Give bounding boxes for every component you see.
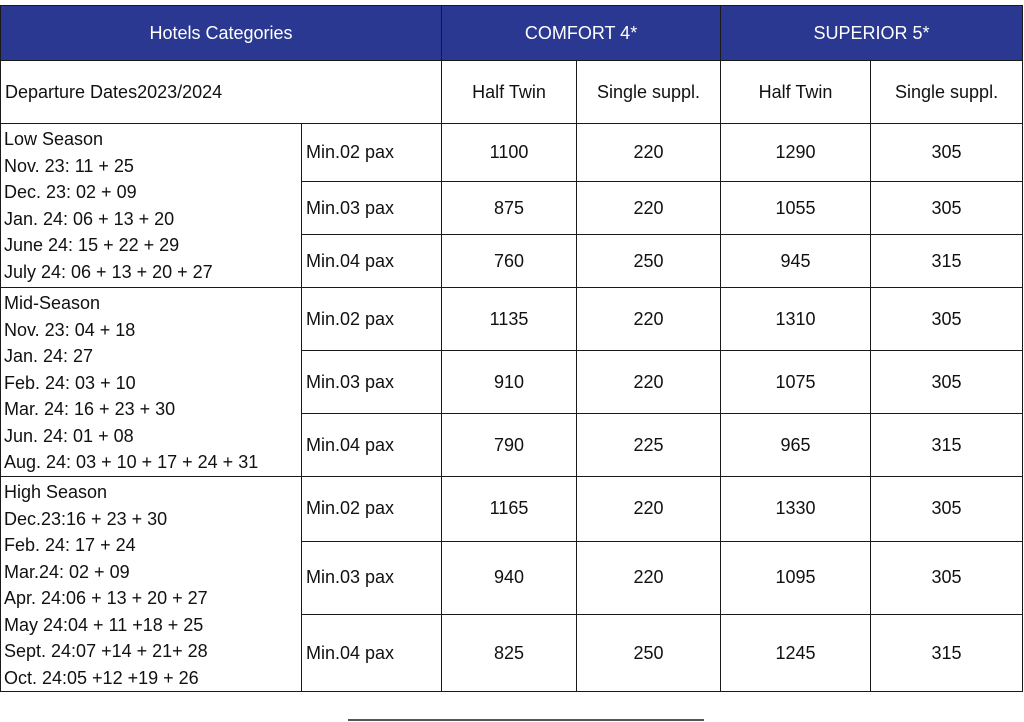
pax-label: Min.02 pax bbox=[302, 477, 442, 542]
pax-label: Min.03 pax bbox=[302, 541, 442, 615]
superior-single-suppl-price: 305 bbox=[871, 124, 1023, 182]
season-date-line: Feb. 24: 17 + 24 bbox=[4, 535, 136, 555]
price-table bbox=[0, 5, 1023, 692]
season-date-line: June 24: 15 + 22 + 29 bbox=[4, 235, 180, 255]
pax-label: Min.04 pax bbox=[302, 235, 442, 288]
season-date-line: Feb. 24: 03 + 10 bbox=[4, 372, 136, 393]
season-date-line: Jan. 24: 27 bbox=[4, 346, 94, 366]
superior-half-twin-price: 1290 bbox=[721, 124, 871, 182]
comfort-half-twin-price: 940 bbox=[442, 541, 577, 615]
season-date-line: Dec.23:16 + 23 + 30 bbox=[4, 508, 168, 529]
column-header-row bbox=[1, 61, 1023, 124]
comfort-single-suppl-price: 220 bbox=[577, 541, 721, 615]
season-date-line: May 24:04 + 11 +18 + 25 bbox=[4, 614, 204, 635]
comfort-half-twin-price: 790 bbox=[442, 414, 577, 477]
comfort-half-twin-price: 1165 bbox=[442, 477, 577, 542]
superior-single-suppl-header: Single suppl. bbox=[871, 61, 1023, 124]
pax-label: Min.03 pax bbox=[302, 182, 442, 235]
pax-label: Min.04 pax bbox=[302, 615, 442, 692]
season-date-line: Mid-Season bbox=[4, 293, 101, 313]
superior-half-twin-price: 965 bbox=[721, 414, 871, 477]
season-date-line: Nov. 23: 11 + 25 bbox=[4, 155, 134, 176]
comfort-single-suppl-price: 225 bbox=[577, 414, 721, 477]
superior-single-suppl-price: 315 bbox=[871, 414, 1023, 477]
comfort-single-suppl-price: 250 bbox=[577, 615, 721, 692]
superior-half-twin-price: 1095 bbox=[721, 541, 871, 615]
superior-half-twin-price: 1310 bbox=[721, 288, 871, 351]
superior-single-suppl-price: 305 bbox=[871, 288, 1023, 351]
season-date-line: High Season bbox=[4, 482, 108, 502]
superior-single-suppl-price: 315 bbox=[871, 615, 1023, 692]
superior-single-suppl-price: 305 bbox=[871, 182, 1023, 235]
season-date-line: Mar.24: 02 + 09 bbox=[4, 561, 130, 582]
comfort-category-header: COMFORT 4* bbox=[442, 6, 721, 61]
comfort-single-suppl-price: 220 bbox=[577, 124, 721, 182]
comfort-half-twin-header: Half Twin bbox=[442, 61, 577, 124]
superior-single-suppl-price: 305 bbox=[871, 541, 1023, 615]
pax-label: Min.02 pax bbox=[302, 124, 442, 182]
superior-half-twin-price: 1075 bbox=[721, 351, 871, 414]
season-date-line: Oct. 24:05 +12 +19 + 26 bbox=[4, 667, 199, 688]
comfort-single-suppl-price: 220 bbox=[577, 288, 721, 351]
pax-label: Min.02 pax bbox=[302, 288, 442, 351]
high-season-dates bbox=[1, 477, 302, 692]
superior-single-suppl-price: 305 bbox=[871, 477, 1023, 542]
season-date-line: Aug. 24: 03 + 10 + 17 + 24 + 31 bbox=[4, 452, 259, 472]
mid-season-dates bbox=[1, 288, 302, 477]
low-season-dates bbox=[1, 124, 302, 288]
pax-label: Min.04 pax bbox=[302, 414, 442, 477]
comfort-single-suppl-header: Single suppl. bbox=[577, 61, 721, 124]
comfort-single-suppl-price: 220 bbox=[577, 182, 721, 235]
comfort-single-suppl-price: 250 bbox=[577, 235, 721, 288]
bottom-divider bbox=[348, 719, 704, 721]
season-date-line: Dec. 23: 02 + 09 bbox=[4, 182, 137, 202]
comfort-single-suppl-price: 220 bbox=[577, 477, 721, 542]
comfort-half-twin-price: 1100 bbox=[442, 124, 577, 182]
season-date-line: Mar. 24: 16 + 23 + 30 bbox=[4, 399, 176, 419]
superior-half-twin-header: Half Twin bbox=[721, 61, 871, 124]
superior-half-twin-price: 1330 bbox=[721, 477, 871, 542]
category-header-row bbox=[1, 6, 1023, 61]
superior-category-header: SUPERIOR 5* bbox=[721, 6, 1023, 61]
pax-label: Min.03 pax bbox=[302, 351, 442, 414]
hotels-categories-header: Hotels Categories bbox=[1, 6, 442, 61]
comfort-half-twin-price: 760 bbox=[442, 235, 577, 288]
comfort-single-suppl-price: 220 bbox=[577, 351, 721, 414]
table-row bbox=[1, 477, 1023, 542]
superior-half-twin-price: 1245 bbox=[721, 615, 871, 692]
season-date-line: Sept. 24:07 +14 + 21+ 28 bbox=[4, 641, 208, 661]
comfort-half-twin-price: 825 bbox=[442, 615, 577, 692]
superior-half-twin-price: 945 bbox=[721, 235, 871, 288]
superior-single-suppl-price: 305 bbox=[871, 351, 1023, 414]
season-date-line: Low Season bbox=[4, 129, 104, 149]
season-date-line: Nov. 23: 04 + 18 bbox=[4, 319, 136, 340]
season-date-line: July 24: 06 + 13 + 20 + 27 bbox=[4, 261, 213, 282]
comfort-half-twin-price: 875 bbox=[442, 182, 577, 235]
season-date-line: Jun. 24: 01 + 08 bbox=[4, 425, 134, 446]
season-date-line: Jan. 24: 06 + 13 + 20 bbox=[4, 208, 175, 229]
comfort-half-twin-price: 1135 bbox=[442, 288, 577, 351]
season-date-line: Apr. 24:06 + 13 + 20 + 27 bbox=[4, 588, 208, 608]
comfort-half-twin-price: 910 bbox=[442, 351, 577, 414]
table-row bbox=[1, 288, 1023, 351]
table-row bbox=[1, 124, 1023, 182]
superior-half-twin-price: 1055 bbox=[721, 182, 871, 235]
superior-single-suppl-price: 315 bbox=[871, 235, 1023, 288]
departure-dates-header: Departure Dates2023/2024 bbox=[1, 61, 442, 124]
